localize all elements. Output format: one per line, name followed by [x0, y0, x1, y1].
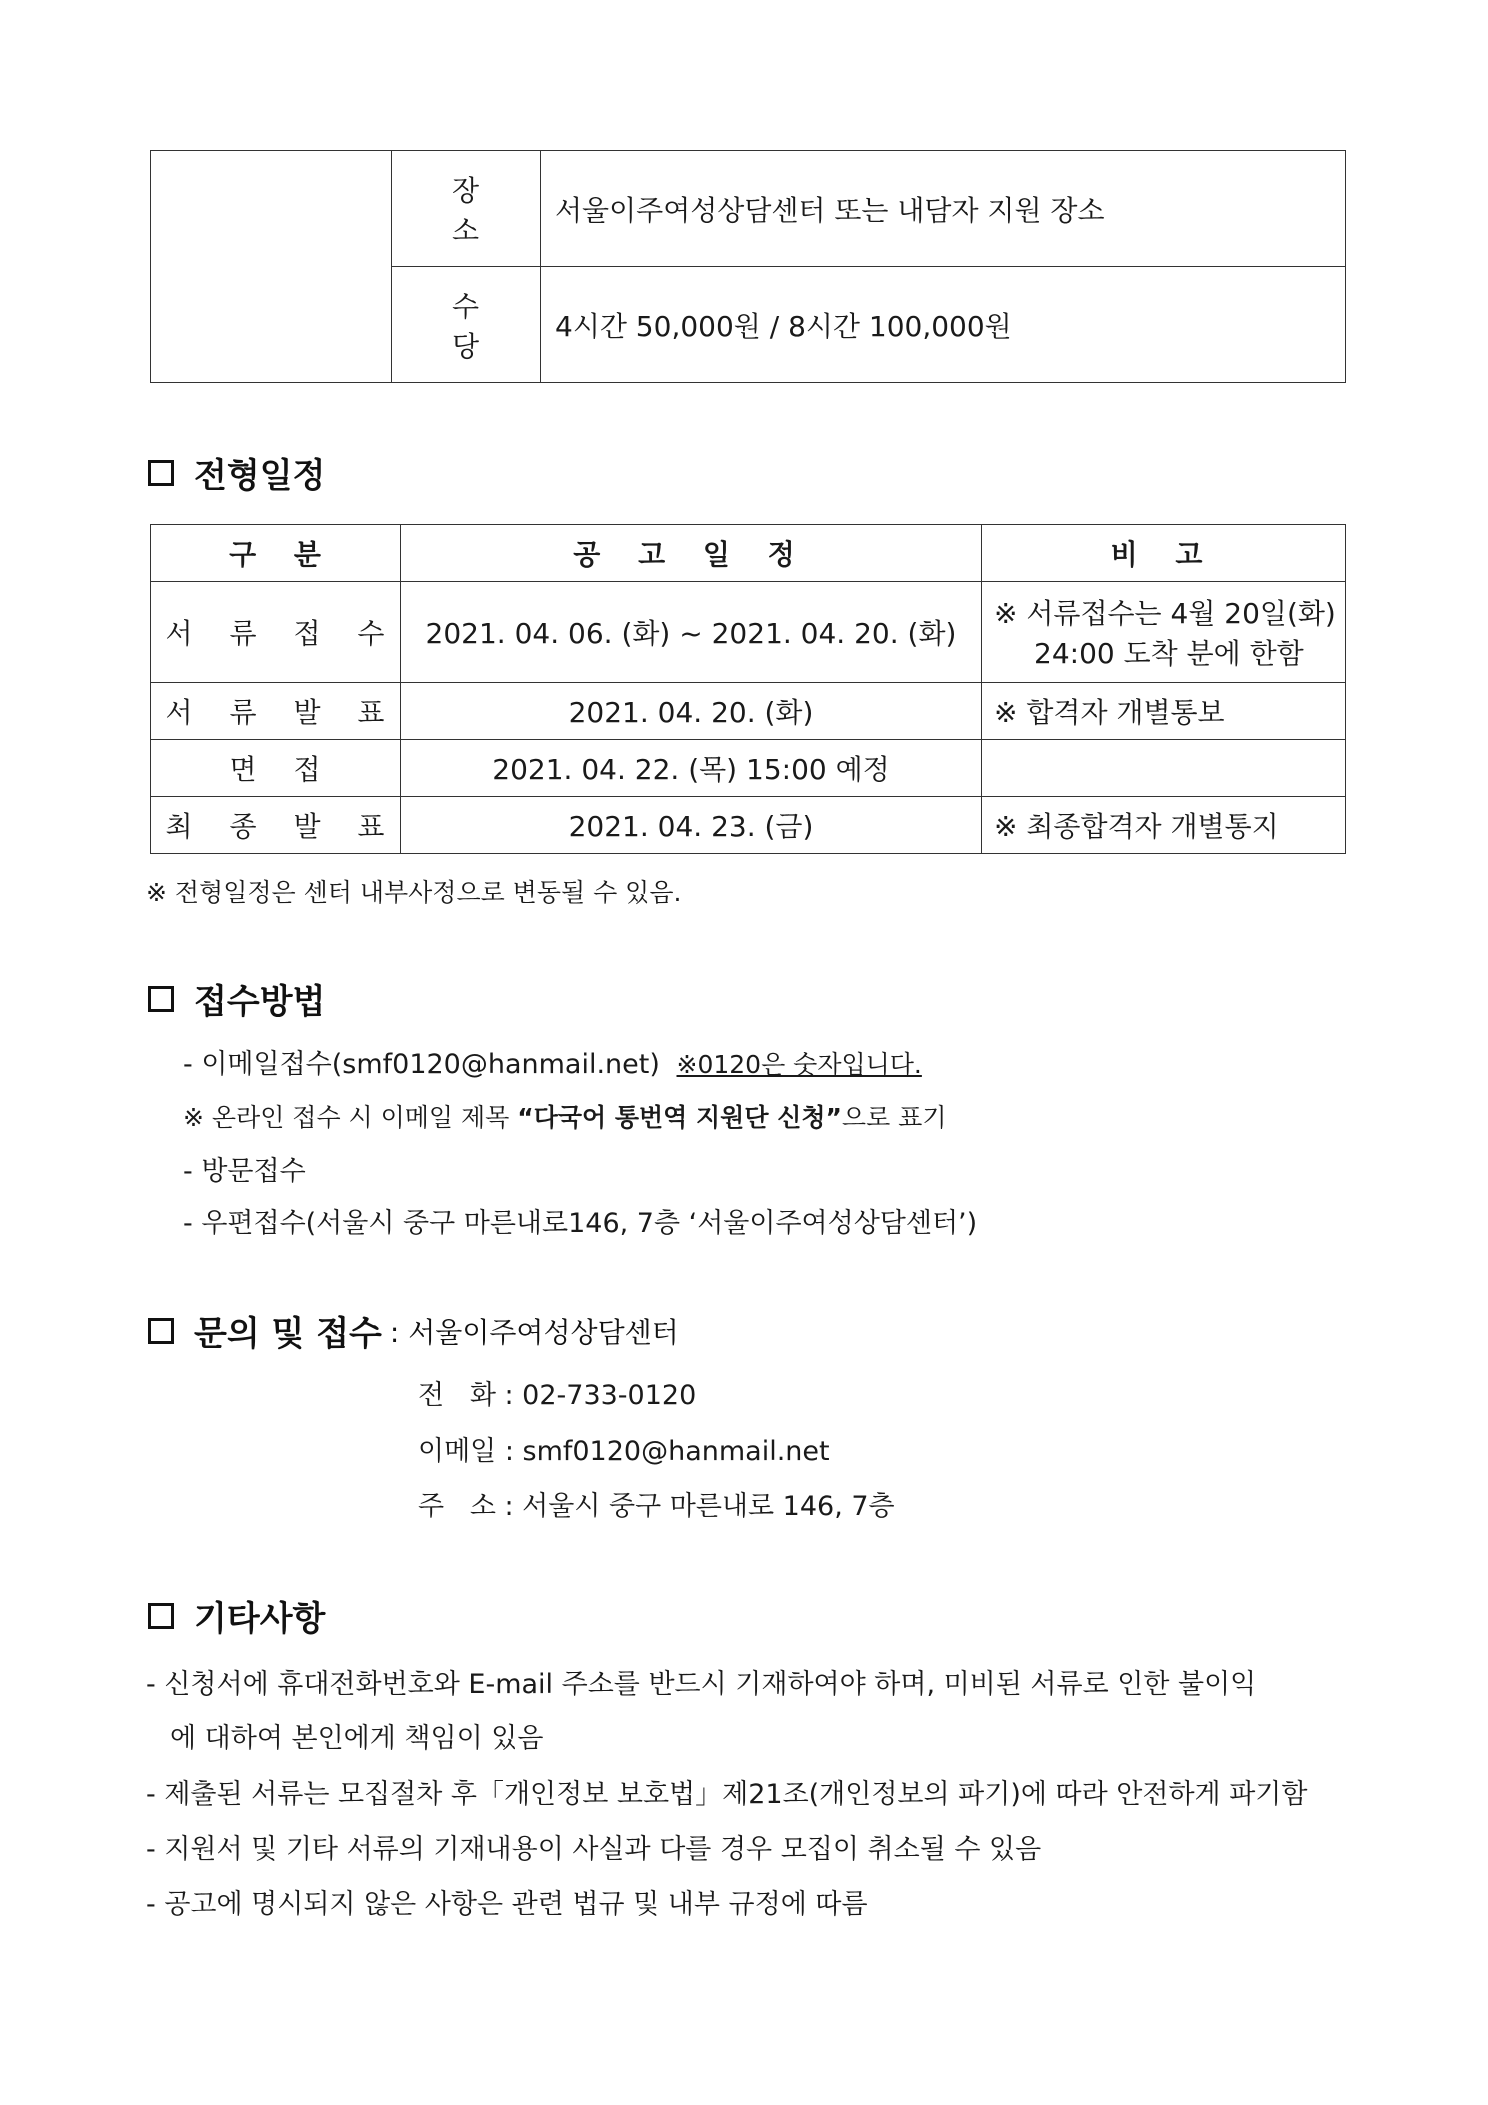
checkbox-square-icon — [148, 986, 174, 1012]
table-row — [151, 582, 1346, 683]
schedule-footnote: ※ 전형일정은 센터 내부사정으로 변동될 수 있음. — [146, 878, 682, 907]
email-line-text: - 이메일접수(smf0120@hanmail.net) — [183, 1049, 660, 1080]
online-application-note — [183, 1098, 946, 1134]
note-line-1: ※ 서류접수는 4월 20일(화) — [994, 597, 1336, 630]
col-header-note: 비 고 — [982, 525, 1346, 582]
schedule-table — [150, 524, 1346, 854]
empty-cell — [151, 151, 392, 383]
venue-label: 장 소 — [392, 151, 541, 267]
contact-email: 이메일 : smf0120@hanmail.net — [418, 1436, 830, 1467]
misc-item: - 공고에 명시되지 않은 사항은 관련 법규 및 내부 규정에 따름 — [146, 1889, 868, 1920]
venue-allowance-table — [150, 150, 1346, 383]
application-heading-text: 접수방법 — [194, 982, 326, 1022]
row-note: ※ 합격자 개별통보 — [982, 683, 1346, 740]
table-row — [151, 151, 1346, 267]
contact-phone: 전 화 : 02-733-0120 — [418, 1380, 697, 1411]
note-line-2: 24:00 도착 분에 한함 — [1034, 637, 1304, 670]
checkbox-square-icon — [148, 1318, 174, 1344]
checkbox-square-icon — [148, 1603, 174, 1629]
row-category: 서 류 접 수 — [151, 582, 401, 683]
col-header-date: 공 고 일 정 — [401, 525, 982, 582]
contact-heading-text: 문의 및 접수 — [194, 1314, 382, 1354]
venue-value: 서울이주여성상담센터 또는 내담자 지원 장소 — [541, 151, 1346, 267]
application-heading — [148, 974, 325, 1023]
online-suffix: 으로 표기 — [841, 1103, 947, 1132]
email-application-line — [183, 1042, 922, 1081]
row-category: 서 류 발 표 — [151, 683, 401, 740]
misc-heading — [148, 1591, 325, 1640]
row-date: 2021. 04. 20. (화) — [401, 683, 982, 740]
contact-center: : 서울이주여성상담센터 — [389, 1315, 679, 1349]
misc-item: - 신청서에 휴대전화번호와 E-mail 주소를 반드시 기재하여야 하며, 미비된 서류로 인한 불이익 — [146, 1669, 1257, 1700]
table-row — [151, 797, 1346, 854]
row-category: 최 종 발 표 — [151, 797, 401, 854]
email-note: ※0120은 숫자입니다. — [676, 1050, 922, 1079]
misc-item: - 제출된 서류는 모집절차 후「개인정보 보호법」제21조(개인정보의 파기)에 따라 안전하게 파기함 — [146, 1779, 1308, 1810]
table-header-row — [151, 525, 1346, 582]
schedule-heading-text: 전형일정 — [194, 456, 326, 496]
online-title: “다국어 통번역 지원단 신청” — [517, 1103, 842, 1132]
row-date: 2021. 04. 22. (목) 15:00 예정 — [401, 740, 982, 797]
misc-item-continued: 에 대하여 본인에게 책임이 있음 — [170, 1723, 544, 1754]
row-note — [982, 582, 1346, 683]
contact-heading — [148, 1306, 679, 1355]
row-note: ※ 최종합격자 개별통지 — [982, 797, 1346, 854]
schedule-heading — [148, 448, 325, 497]
misc-item: - 지원서 및 기타 서류의 기재내용이 사실과 다를 경우 모집이 취소될 수 있음 — [146, 1834, 1042, 1865]
allowance-label: 수 당 — [392, 267, 541, 383]
allowance-value: 4시간 50,000원 / 8시간 100,000원 — [541, 267, 1346, 383]
online-prefix: ※ 온라인 접수 시 이메일 제목 — [183, 1103, 510, 1132]
misc-heading-text: 기타사항 — [194, 1599, 326, 1639]
mail-application-line: - 우편접수(서울시 중구 마른내로146, 7층 ‘서울이주여성상담센터’) — [183, 1208, 978, 1239]
row-category: 면 접 — [151, 740, 401, 797]
table-row — [151, 683, 1346, 740]
row-date: 2021. 04. 23. (금) — [401, 797, 982, 854]
contact-address: 주 소 : 서울시 중구 마른내로 146, 7층 — [418, 1491, 895, 1522]
table-row — [151, 740, 1346, 797]
row-date: 2021. 04. 06. (화) ~ 2021. 04. 20. (화) — [401, 582, 982, 683]
visit-application-line: - 방문접수 — [183, 1156, 306, 1187]
col-header-category: 구 분 — [151, 525, 401, 582]
row-note — [982, 740, 1346, 797]
checkbox-square-icon — [148, 460, 174, 486]
